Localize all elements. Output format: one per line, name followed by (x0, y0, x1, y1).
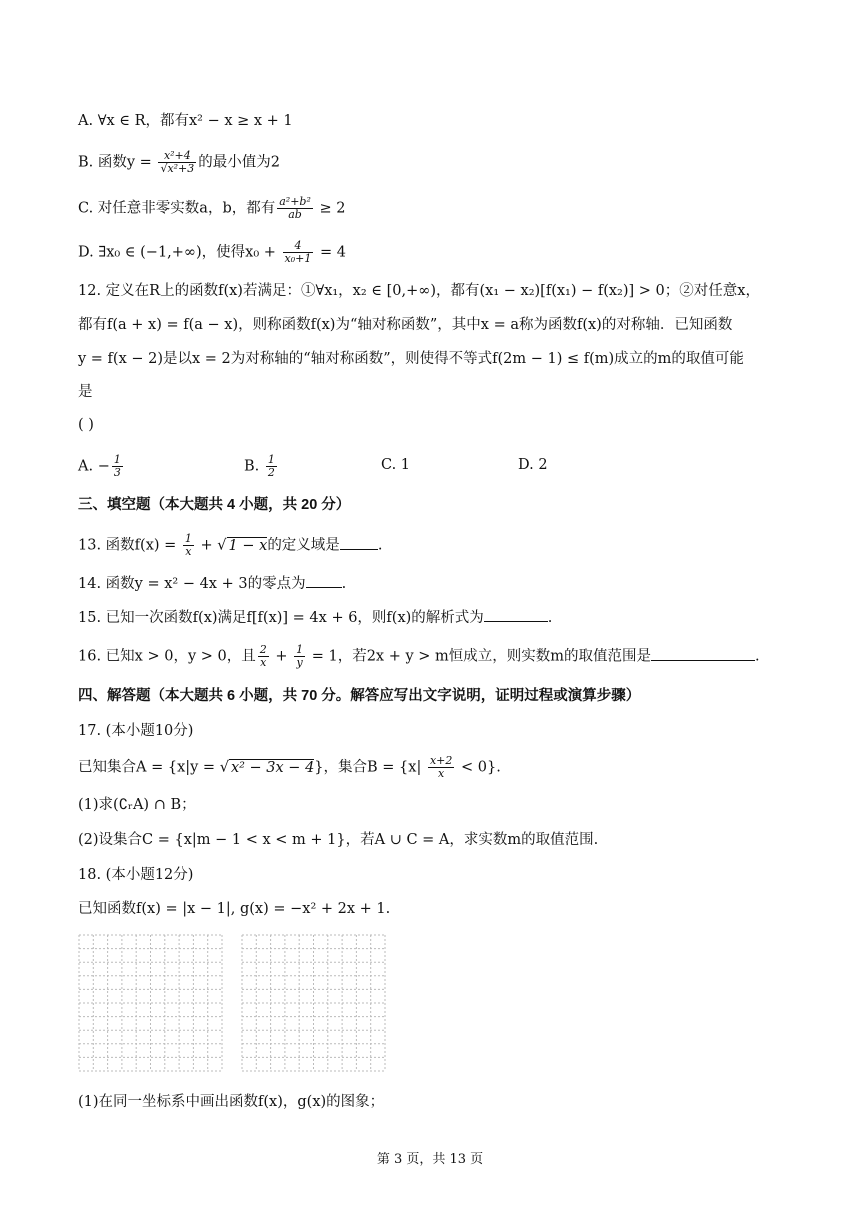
q12-line-4: 是 (78, 384, 93, 400)
q12-option-c: C. 1 (381, 457, 411, 473)
q12-line-1: 12. 定义在R上的函数f(x)若满足：①∀x₁，x₂ ∈ [0,+∞)，都有(x₁ − x₂)[f(x₁) − f(x₂)] > 0；②对任意x， (78, 283, 760, 299)
q11-option-d: D. ∃x₀ ∈ (−1,+∞)，使得x₀ + $\frac{4}{\text{x₀+1}}$ = 4 (78, 239, 346, 265)
q17-statement: 已知集合A = {x|y = √ x² − 3x − 4}，集合B = {x| $\frac{x+2}{x}$ < 0}. (78, 754, 501, 780)
q17-part-1: (1)求(∁ᵣA) ∩ B； (78, 797, 196, 813)
section-4-heading: 四、解答题（本大题共 6 小题，共 70 分。解答应写出文字说明，证明过程或演算步骤） (78, 688, 641, 704)
q15: 15. 已知一次函数f(x)满足f[f(x)] = 4x + 6，则f(x)的解析式为 . (78, 607, 552, 629)
q12-line-3: y = f(x − 2)是以x = 2为对称轴的“轴对称函数”，则使得不等式f(2m − 1) ≤ f(m)成立的m的取值可能 (78, 351, 744, 367)
q11-option-a: A. ∀x ∈ R，都有x² − x ≥ x + 1 (78, 113, 293, 129)
q12-option-a: A. − $\frac{1}{3}$ (78, 453, 121, 479)
q13: 13. 函数f(x) = $\frac{1}{x}$ + √ 1 − x的定义域是 . (78, 532, 383, 558)
q12-option-d: D. 2 (518, 457, 548, 473)
q11-option-c: C. 对任意非零实数a，b，都有 $\frac{\text{a²+b²}}{ab}$ ≥ 2 (78, 195, 346, 221)
q12-line-2: 都有f(a + x) = f(a − x)，则称函数f(x)为“轴对称函数”，其中x = a称为函数f(x)的对称轴．已知函数 (78, 317, 733, 333)
coordinate-grid-right[interactable] (241, 934, 386, 1072)
grid-lines (242, 935, 385, 1071)
q18-statement: 已知函数f(x) = |x − 1|, g(x) = −x² + 2x + 1. (78, 901, 391, 917)
q17-title: 17. (本小题10分) (78, 723, 194, 739)
page-footer: 第 3 页，共 13 页 (376, 1152, 484, 1167)
q12-answer-paren: ( ) (78, 417, 94, 433)
q18-part-1: (1)在同一坐标系中画出函数f(x)，g(x)的图象； (78, 1094, 385, 1110)
section-3-heading: 三、填空题（本大题共 4 小题，共 20 分） (78, 497, 351, 513)
grid-lines (79, 935, 222, 1071)
q14-answer-blank[interactable] (306, 573, 342, 588)
q14: 14. 函数y = x² − 4x + 3的零点为 . (78, 573, 346, 595)
q17-part-2: (2)设集合C = {x|m − 1 < x < m + 1}，若A ∪ C = A，求实数m的取值范围. (78, 832, 599, 848)
q13-answer-blank[interactable] (340, 535, 378, 550)
q11-option-b: B. 函数y = $\frac{\text{x²+4}}{\text{√x²+3}}$ 的最小值为2 (78, 149, 281, 175)
coordinate-grid-left[interactable] (78, 934, 223, 1072)
q15-answer-blank[interactable] (484, 607, 548, 622)
q12-option-b: B. $\frac{1}{2}$ (244, 453, 275, 479)
q16-answer-blank[interactable] (651, 646, 755, 661)
q16: 16. 已知x > 0，y > 0，且 $\frac{2}{x}$ + $\frac{1}{y}$ = 1，若2x + y > m恒成立，则实数m的取值范围是 . (78, 643, 760, 669)
q18-title: 18. (本小题12分) (78, 867, 194, 883)
